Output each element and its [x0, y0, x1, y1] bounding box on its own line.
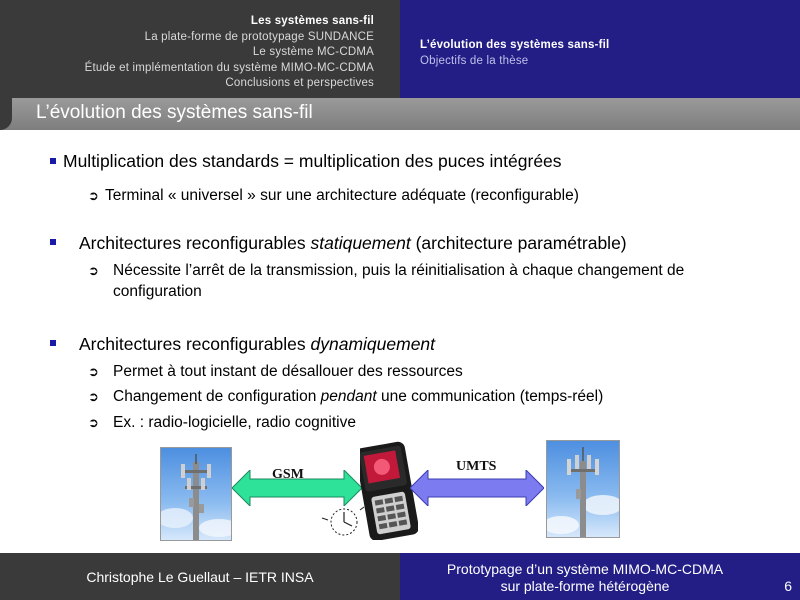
- bullet-text-emphasis: statiquement: [310, 233, 411, 253]
- umts-double-arrow: [410, 470, 544, 506]
- antenna-tower-photo-right: [546, 440, 620, 538]
- header-subsections-panel: [400, 0, 800, 98]
- antenna-tower-photo-left: [160, 447, 232, 541]
- sub-bullet-text: [113, 388, 603, 406]
- bullet-text-emphasis: pendant: [320, 388, 377, 405]
- sub-bullet-text: Nécessite l’arrêt de la transmission, puis la réinitialisation à chaque changement de: [113, 262, 685, 279]
- slide-title-bar: [0, 98, 800, 130]
- bullet-square-icon: [50, 158, 56, 164]
- arrow-bullet-icon: ➲: [88, 188, 99, 203]
- sub-bullet-text: Terminal « universel » sur une architecture adéquate (reconfigurable): [105, 187, 579, 204]
- clock-sketch-icon: [318, 504, 368, 538]
- gsm-label: GSM: [272, 467, 304, 482]
- slide-title: L’évolution des systèmes sans-fil: [36, 102, 313, 123]
- footer-title-line2: sur plate-forme hétérogène: [500, 578, 670, 594]
- page-number: 6: [784, 578, 792, 594]
- sub-bullet-text: Permet à tout instant de désallouer des ressources: [113, 363, 463, 380]
- nav-subsection[interactable]: Objectifs de la thèse: [420, 55, 529, 67]
- nav-section[interactable]: Étude et implémentation du système MIMO-MC-CDMA: [84, 61, 374, 74]
- nav-section[interactable]: La plate-forme de prototypage SUNDANCE: [144, 30, 374, 43]
- bullet-square-icon: [50, 340, 56, 346]
- arrow-bullet-icon: ➲: [88, 415, 99, 430]
- nav-section[interactable]: Conclusions et perspectives: [225, 77, 374, 89]
- bullet-text-part: Architectures reconfigurables: [79, 233, 311, 253]
- sub-bullet-text: Ex. : radio-logicielle, radio cognitive: [113, 414, 356, 431]
- arrow-bullet-icon: ➲: [88, 364, 99, 379]
- bullet-text-part: (architecture paramétrable): [410, 233, 627, 253]
- bullet-text-emphasis: dynamiquement: [310, 334, 436, 354]
- footer-author: Christophe Le Guellaut – IETR INSA: [86, 569, 314, 585]
- header-sections-panel: [0, 0, 400, 98]
- arrow-bullet-icon: ➲: [88, 263, 99, 278]
- nav-subsection-current[interactable]: L’évolution des systèmes sans-fil: [420, 39, 610, 51]
- sub-bullet-text-continued: configuration: [113, 283, 202, 300]
- bullet-text: Multiplication des standards = multiplication des puces intégrées: [63, 151, 562, 171]
- bullet-text: [79, 334, 435, 355]
- bullet-text-part: une communication (temps-réel): [376, 388, 604, 405]
- bullet-text-part: Architectures reconfigurables: [79, 334, 311, 354]
- nav-section[interactable]: Le système MC-CDMA: [252, 46, 374, 58]
- nav-section-current[interactable]: Les systèmes sans-fil: [250, 15, 374, 27]
- footer-title-line1: Prototypage d’un système MIMO-MC-CDMA: [446, 561, 724, 577]
- arrow-bullet-icon: ➲: [88, 389, 99, 404]
- bullet-square-icon: [50, 239, 56, 245]
- bullet-text: [79, 233, 627, 254]
- umts-label: UMTS: [456, 459, 497, 474]
- footer-title-panel: [400, 553, 800, 600]
- bullet-text-part: Changement de configuration: [113, 388, 321, 405]
- footer-author-panel: [0, 553, 400, 600]
